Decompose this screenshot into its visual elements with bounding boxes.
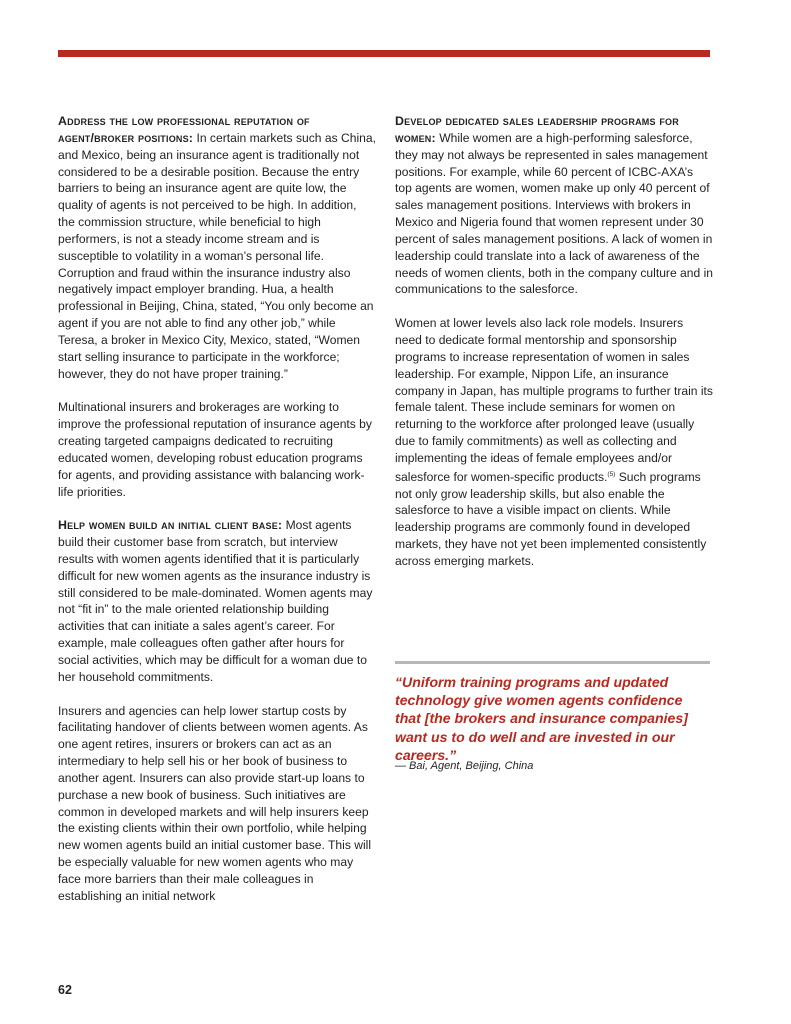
body-paragraph <box>395 315 713 570</box>
right-column <box>395 113 713 587</box>
left-column <box>58 113 376 922</box>
top-accent-rule <box>58 50 710 57</box>
pull-quote-attribution: — Bai, Agent, Beijing, China <box>395 760 534 772</box>
body-paragraph: Insurers and agencies can help lower startup costs by facilitating handover of clients between women agents. As one agent retires, insurers or brokers can act as an intermediary to help sell his or her book of business to another agent. Insurers can also provide start-up loans to purchase a new book of business. Such initiatives are common in developed markets and will help insurers keep the existing clients within their own portfolio, while helping new women agents build an initial customer base. This will be especially valuable for new women agents who may face more barriers than their male colleagues in establishing an initial network <box>58 703 372 903</box>
pull-quote: “Uniform training programs and updated technology give women agents confidence that [the brokers and insurance companies] want us to do well and are invested in our careers.” <box>395 674 688 763</box>
section-heading: Develop dedicated sales leadership programs for women: <box>395 114 679 145</box>
section-client-base <box>58 517 376 685</box>
pull-quote-rule <box>395 661 710 664</box>
page-number: 62 <box>58 983 72 997</box>
section-sales-leadership <box>395 113 713 298</box>
paragraph-text: Women at lower levels also lack role models. Insurers need to dedicate formal mentorship and sponsorship programs to increase representation of women in sales leadership. For example, Nippon Life, an insurance company in Japan, has multiple programs to further train its female talent. These include seminars for women on returning to the workforce after prolonged leave (usually due to family commitments) as well as collecting and implementing the ideas of female employees and/or salesforce for women-specific products. <box>395 316 713 484</box>
section-heading: Help women build an initial client base: <box>58 518 283 533</box>
section-heading: Address the low professional reputation of agent/broker positions: <box>58 114 310 145</box>
footnote-reference: (5) <box>607 470 616 478</box>
section-body: While women are a high-performing salesforce, they may not always be represented in sales management positions. For example, while 60 percent of ICBC-AXA’s top agents are women, women make up only 40 percent of sales management positions. Interviews with brokers in Mexico and Nigeria found that women represent under 30 percent of sales management positions. A lack of women in leadership could translate into a lack of awareness of the needs of women clients, both in the company culture and in communications to the salesforce. <box>395 130 713 297</box>
section-body: In certain markets such as China, and Mexico, being an insurance agent is traditionally not considered to be a desirable position. Because the entry barriers to being an insurance agent are quite low, the quality of agents is not perceived to be high. In addition, the commission structure, while beneficial to high performers, is not a steady income stream and is susceptible to volatility in a woman’s personal life. Corruption and fraud within the insurance industry also negatively impact employer branding. Hua, a health professional in Beijing, China, stated, “You only become an agent if you are not able to find any other job,” while Teresa, a broker in Mexico City, Mexico, stated, “Women start selling insurance to participate in the workforce; however, they do not have proper training.” <box>58 130 376 381</box>
section-address-reputation <box>58 113 376 383</box>
body-paragraph: Multinational insurers and brokerages are working to improve the professional reputation of insurance agents by creating targeted campaigns dedicated to recruiting educated women, developing robust education programs for agents, and providing assistance with balancing work-life priorities. <box>58 400 372 499</box>
paragraph-text: Such programs not only grow leadership skills, but also enable the salesforce to have a visible impact on clients. While leadership programs are commonly found in developed markets, they have not yet been implemented consistently across emerging markets. <box>395 469 707 568</box>
section-body: Most agents build their customer base from scratch, but interview results with women agents identified that it is particularly difficult for new women agents as the insurance industry is still considered to be male-dominated. Women agents may not “fit in” to the male oriented relationship building activities that can initiate a sales agent’s career. For example, male colleagues often gather after hours for social activities, which may be difficult for a woman due to her household commitments. <box>58 518 373 684</box>
